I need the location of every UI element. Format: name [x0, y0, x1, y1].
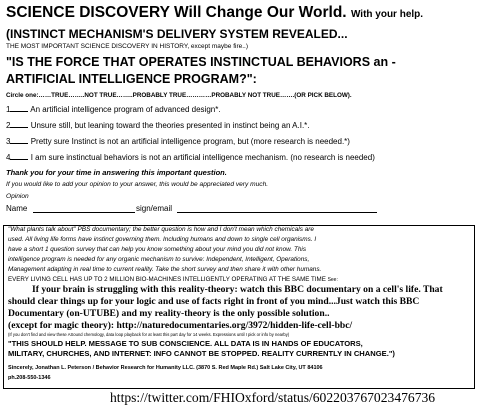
title-main: SCIENCE DISCOVERY Will Change Our World.	[6, 4, 347, 21]
twitter-status-link[interactable]: https://twitter.com/FHIOxford/status/602203767023476736	[110, 390, 436, 405]
message-line-1: "THIS SHOULD HELP. MESSAGE TO SUB CONSCIENCE. ALL DATA IS IN HANDS OF EDUCATORS,	[8, 339, 363, 348]
answer-blank[interactable]	[10, 127, 28, 128]
option-number: 4	[6, 153, 11, 162]
every-cell-line	[8, 276, 338, 283]
answer-blank[interactable]	[10, 111, 28, 112]
thanks-line: Thank you for your time in answering this important question.	[6, 168, 227, 177]
circle-one-line: Circle one:……TRUE……..NOT TRUE……..PROBABLY TRUE…………PROBABLY NOT TRUE…….(OR PICK BELOW).	[6, 92, 352, 99]
option-text: Pretty sure Instinct is not an artificial intelligence program, but (more research is needed.*)	[30, 137, 350, 146]
option-text: I am sure instinctual behaviors is not an artificial intelligence mechanism. (no research is needed)	[30, 153, 375, 162]
serif-line-1: If your brain is struggling with this reality-theory: watch this BBC documentary on a cell's life. That	[32, 284, 443, 295]
answer-blank[interactable]	[10, 159, 28, 160]
paragraph-line-1: "What plants talk about" PBS documentary; the better question is how and I don't mean which chemicals are	[8, 226, 314, 233]
subtitle: (INSTINCT MECHANISM'S DELIVERY SYSTEM REVEALED...	[6, 27, 348, 41]
paragraph-line-4: intelligence program is needed for any organic mechanism to survive: Independent, Intelligent, Operations,	[8, 256, 310, 263]
option-number: 2	[6, 121, 11, 130]
signature-line-2: ph.208-550-1346	[8, 375, 51, 381]
option-number: 1	[6, 105, 11, 114]
option-3[interactable]	[6, 137, 350, 146]
serif-line-2: should clear things up for your logic and use of facts right in front of you mind...Just watch this BBC	[8, 296, 420, 307]
paragraph-line-5: Management adapting in real time to current reality. Take the short survey and then share it with other humans.	[8, 266, 322, 273]
opinion-label: Opinion	[6, 193, 29, 200]
option-4[interactable]	[6, 153, 375, 162]
opinion-note: If you would like to add your opinion to your answer, this would be appreciated very much.	[6, 181, 269, 188]
option-text: An artificial intelligence program of advanced design*.	[30, 105, 221, 114]
paragraph-line-3: have a short 1 question survey that can help you know something about your mind you did not know. This	[8, 246, 307, 253]
paragraph-line-2: used. All living life forms have instinct governing them. Including humans and down to single cell organisms. I	[8, 236, 317, 243]
sign-email-field[interactable]	[177, 212, 377, 213]
serif-line-3: Documentary (on-UTUBE) and my reality-theory is the only possible solution..	[8, 308, 330, 319]
option-number: 3	[6, 137, 11, 146]
option-2[interactable]	[6, 121, 310, 130]
option-text: Unsure still, but leaning toward the theories presented in instinct being an A.I.*.	[30, 121, 310, 130]
see-label: See:	[327, 277, 338, 283]
name-label: Name	[6, 204, 28, 213]
question-line-2: ARTIFICIAL INTELLIGENCE PROGRAM?":	[6, 72, 257, 86]
option-1[interactable]	[6, 105, 221, 114]
tiny-line: (If you don't find and view these ASound chemology, data loop playback for at least this part day for 14 weeks. Expressions until I pick or info by nearby)	[8, 332, 290, 337]
sign-email-label: sign/email	[136, 204, 173, 213]
question-line-1: "IS THE FORCE THAT OPERATES INSTINCTUAL BEHAVIORS an -	[6, 55, 396, 69]
serif-line-4: (except for magic theory): http://naturedocumentaries.org/3972/hidden-life-cell-bbc/	[8, 320, 353, 331]
message-line-2: MILITARY, CHURCHES, AND INTERNET: INFO CANNOT BE STOPPED. REALITY CURRENTLY IN CHANGE.")	[8, 349, 395, 358]
every-cell-text: EVERY LIVING CELL HAS UP TO 2 MILLION BIO-MACHINES INTELLIGENTLY OPERATING AT THE SAME TIME	[8, 276, 326, 283]
tagline: THE MOST IMPORTANT SCIENCE DISCOVERY IN HISTORY, except maybe fire..)	[6, 43, 249, 50]
signature-line-1: Sincerely, Jonathan L. Peterson / Behavior Research for Humanity LLC. (3870 S. Red Maple Rd.) Salt Lake City, UT 84106	[8, 365, 323, 371]
title-suffix: With your help.	[350, 9, 424, 20]
name-field[interactable]	[33, 212, 135, 213]
answer-blank[interactable]	[10, 143, 28, 144]
page-title	[6, 4, 423, 22]
